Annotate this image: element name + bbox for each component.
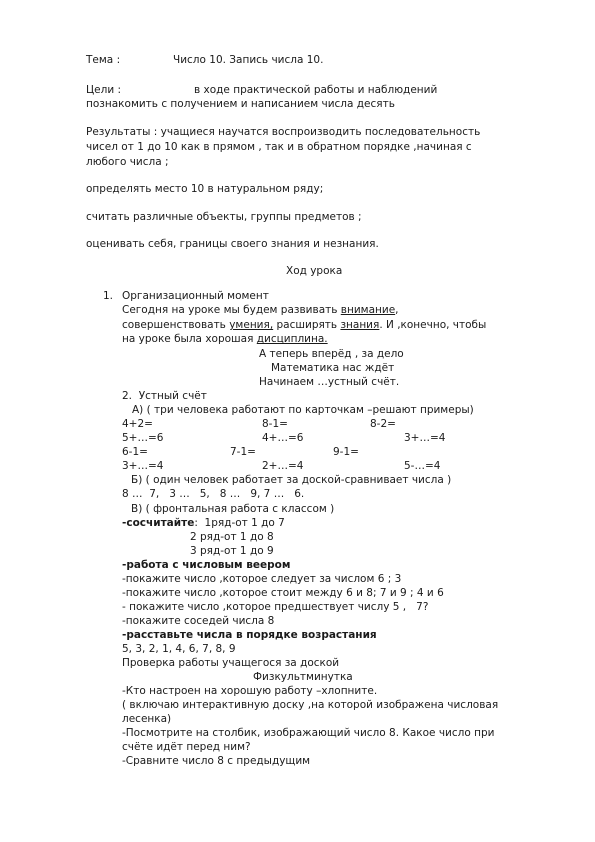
poem-line-1: А теперь вперёд , за дело bbox=[259, 348, 404, 360]
order-numbers: 5, 3, 2, 1, 4, 6, 7, 8, 9 bbox=[122, 643, 236, 655]
results-line-3: любого числа ; bbox=[86, 156, 169, 168]
check-line: Проверка работы учащегося за доской bbox=[122, 657, 340, 669]
fan-item-3: - покажите число ,которое предшествует числу 5 , 7? bbox=[122, 601, 429, 613]
poem-line-3: Начинаем …устный счёт. bbox=[259, 376, 400, 388]
example-r2-c1: 5+…=6 bbox=[122, 432, 164, 444]
course-title: Ход урока bbox=[286, 265, 343, 277]
count-line-1: -сосчитайте: 1ряд-от 1 до 7 bbox=[122, 517, 285, 529]
section2-b-title: Б) ( один человек работает за доской-сравнивает числа ) bbox=[131, 474, 452, 486]
fan-item-4: -покажите соседей числа 8 bbox=[122, 615, 275, 627]
section2-a-title: А) ( три человека работают по карточкам –решают примеры) bbox=[132, 404, 474, 416]
section1-sentence-2: совершенствовать умения, расширять знания. И ,конечно, чтобы bbox=[122, 319, 487, 331]
goals-label: Цели : bbox=[86, 84, 122, 96]
example-r1-c1: 4+2= bbox=[122, 418, 153, 430]
example-r3-c3: 9-1= bbox=[333, 446, 359, 458]
example-r2-c2: 4+…=6 bbox=[262, 432, 304, 444]
word-discipline: дисциплина. bbox=[256, 333, 328, 345]
section1-number: 1. bbox=[103, 290, 114, 302]
section2-v-title: В) ( фронтальная работа с классом ) bbox=[131, 503, 335, 515]
phys-line-6: -Сравните число 8 с предыдущим bbox=[122, 755, 311, 767]
count-line-2: 2 ряд-от 1 до 8 bbox=[190, 531, 274, 543]
word-skills: умения, bbox=[229, 319, 274, 331]
compare-numbers: 8 … 7, 3 … 5, 8 … 9, 7 … 6. bbox=[122, 488, 305, 500]
fan-title: -работа с числовым веером bbox=[122, 559, 291, 571]
word-attention: внимание bbox=[340, 304, 396, 316]
example-r1-c3: 8-2= bbox=[370, 418, 396, 430]
example-r3-c2: 7-1= bbox=[230, 446, 256, 458]
word-knowledge: знания bbox=[340, 319, 380, 331]
example-r1-c2: 8-1= bbox=[262, 418, 288, 430]
goals-line-1: в ходе практической работы и наблюдений bbox=[194, 84, 438, 96]
poem-line-2: Математика нас ждёт bbox=[271, 362, 395, 374]
section1-sentence-1: Сегодня на уроке мы будем развивать внимание, bbox=[122, 304, 399, 316]
topic-value: Число 10. Запись числа 10. bbox=[173, 54, 324, 66]
count-label: -сосчитайте bbox=[122, 517, 195, 529]
phys-line-5: счёте идёт перед ним? bbox=[122, 741, 251, 753]
results-line-2: чисел от 1 до 10 как в прямом , так и в обратном порядке ,начиная с bbox=[86, 141, 472, 153]
results-extra-1: определять место 10 в натуральном ряду; bbox=[86, 183, 324, 195]
count-line-3: 3 ряд-от 1 до 9 bbox=[190, 545, 274, 557]
fan-item-2: -покажите число ,которое стоит между 6 и 8; 7 и 9 ; 4 и 6 bbox=[122, 587, 444, 599]
phys-line-1: -Кто настроен на хорошую работу –хлопните. bbox=[122, 685, 378, 697]
example-r4-c3: 5-…=4 bbox=[404, 460, 441, 472]
order-title: -расставьте числа в порядке возрастания bbox=[122, 629, 377, 641]
section1-sentence-3: на уроке была хорошая дисциплина. bbox=[122, 333, 328, 345]
example-r2-c3: 3+…=4 bbox=[404, 432, 446, 444]
section2-title: 2. Устный счёт bbox=[122, 390, 207, 402]
phys-title: Физкультминутка bbox=[253, 671, 353, 683]
example-r4-c2: 2+…=4 bbox=[262, 460, 304, 472]
results-extra-2: считать различные объекты, группы предметов ; bbox=[86, 211, 362, 223]
phys-line-2: ( включаю интерактивную доску ,на которой изображена числовая bbox=[122, 699, 499, 711]
phys-line-4: -Посмотрите на столбик, изображающий число 8. Какое число при bbox=[122, 727, 495, 739]
section1-title: Организационный момент bbox=[122, 290, 269, 302]
topic-label: Тема : bbox=[86, 54, 121, 66]
example-r3-c1: 6-1= bbox=[122, 446, 148, 458]
goals-line-2: познакомить с получением и написанием числа десять bbox=[86, 98, 395, 110]
fan-item-1: -покажите число ,которое следует за числом 6 ; 3 bbox=[122, 573, 402, 585]
example-r4-c1: 3+…=4 bbox=[122, 460, 164, 472]
results-line-1: Результаты : учащиеся научатся воспроизводить последовательность bbox=[86, 126, 481, 138]
results-extra-3: оценивать себя, границы своего знания и незнания. bbox=[86, 238, 379, 250]
phys-line-3: лесенка) bbox=[122, 713, 172, 725]
